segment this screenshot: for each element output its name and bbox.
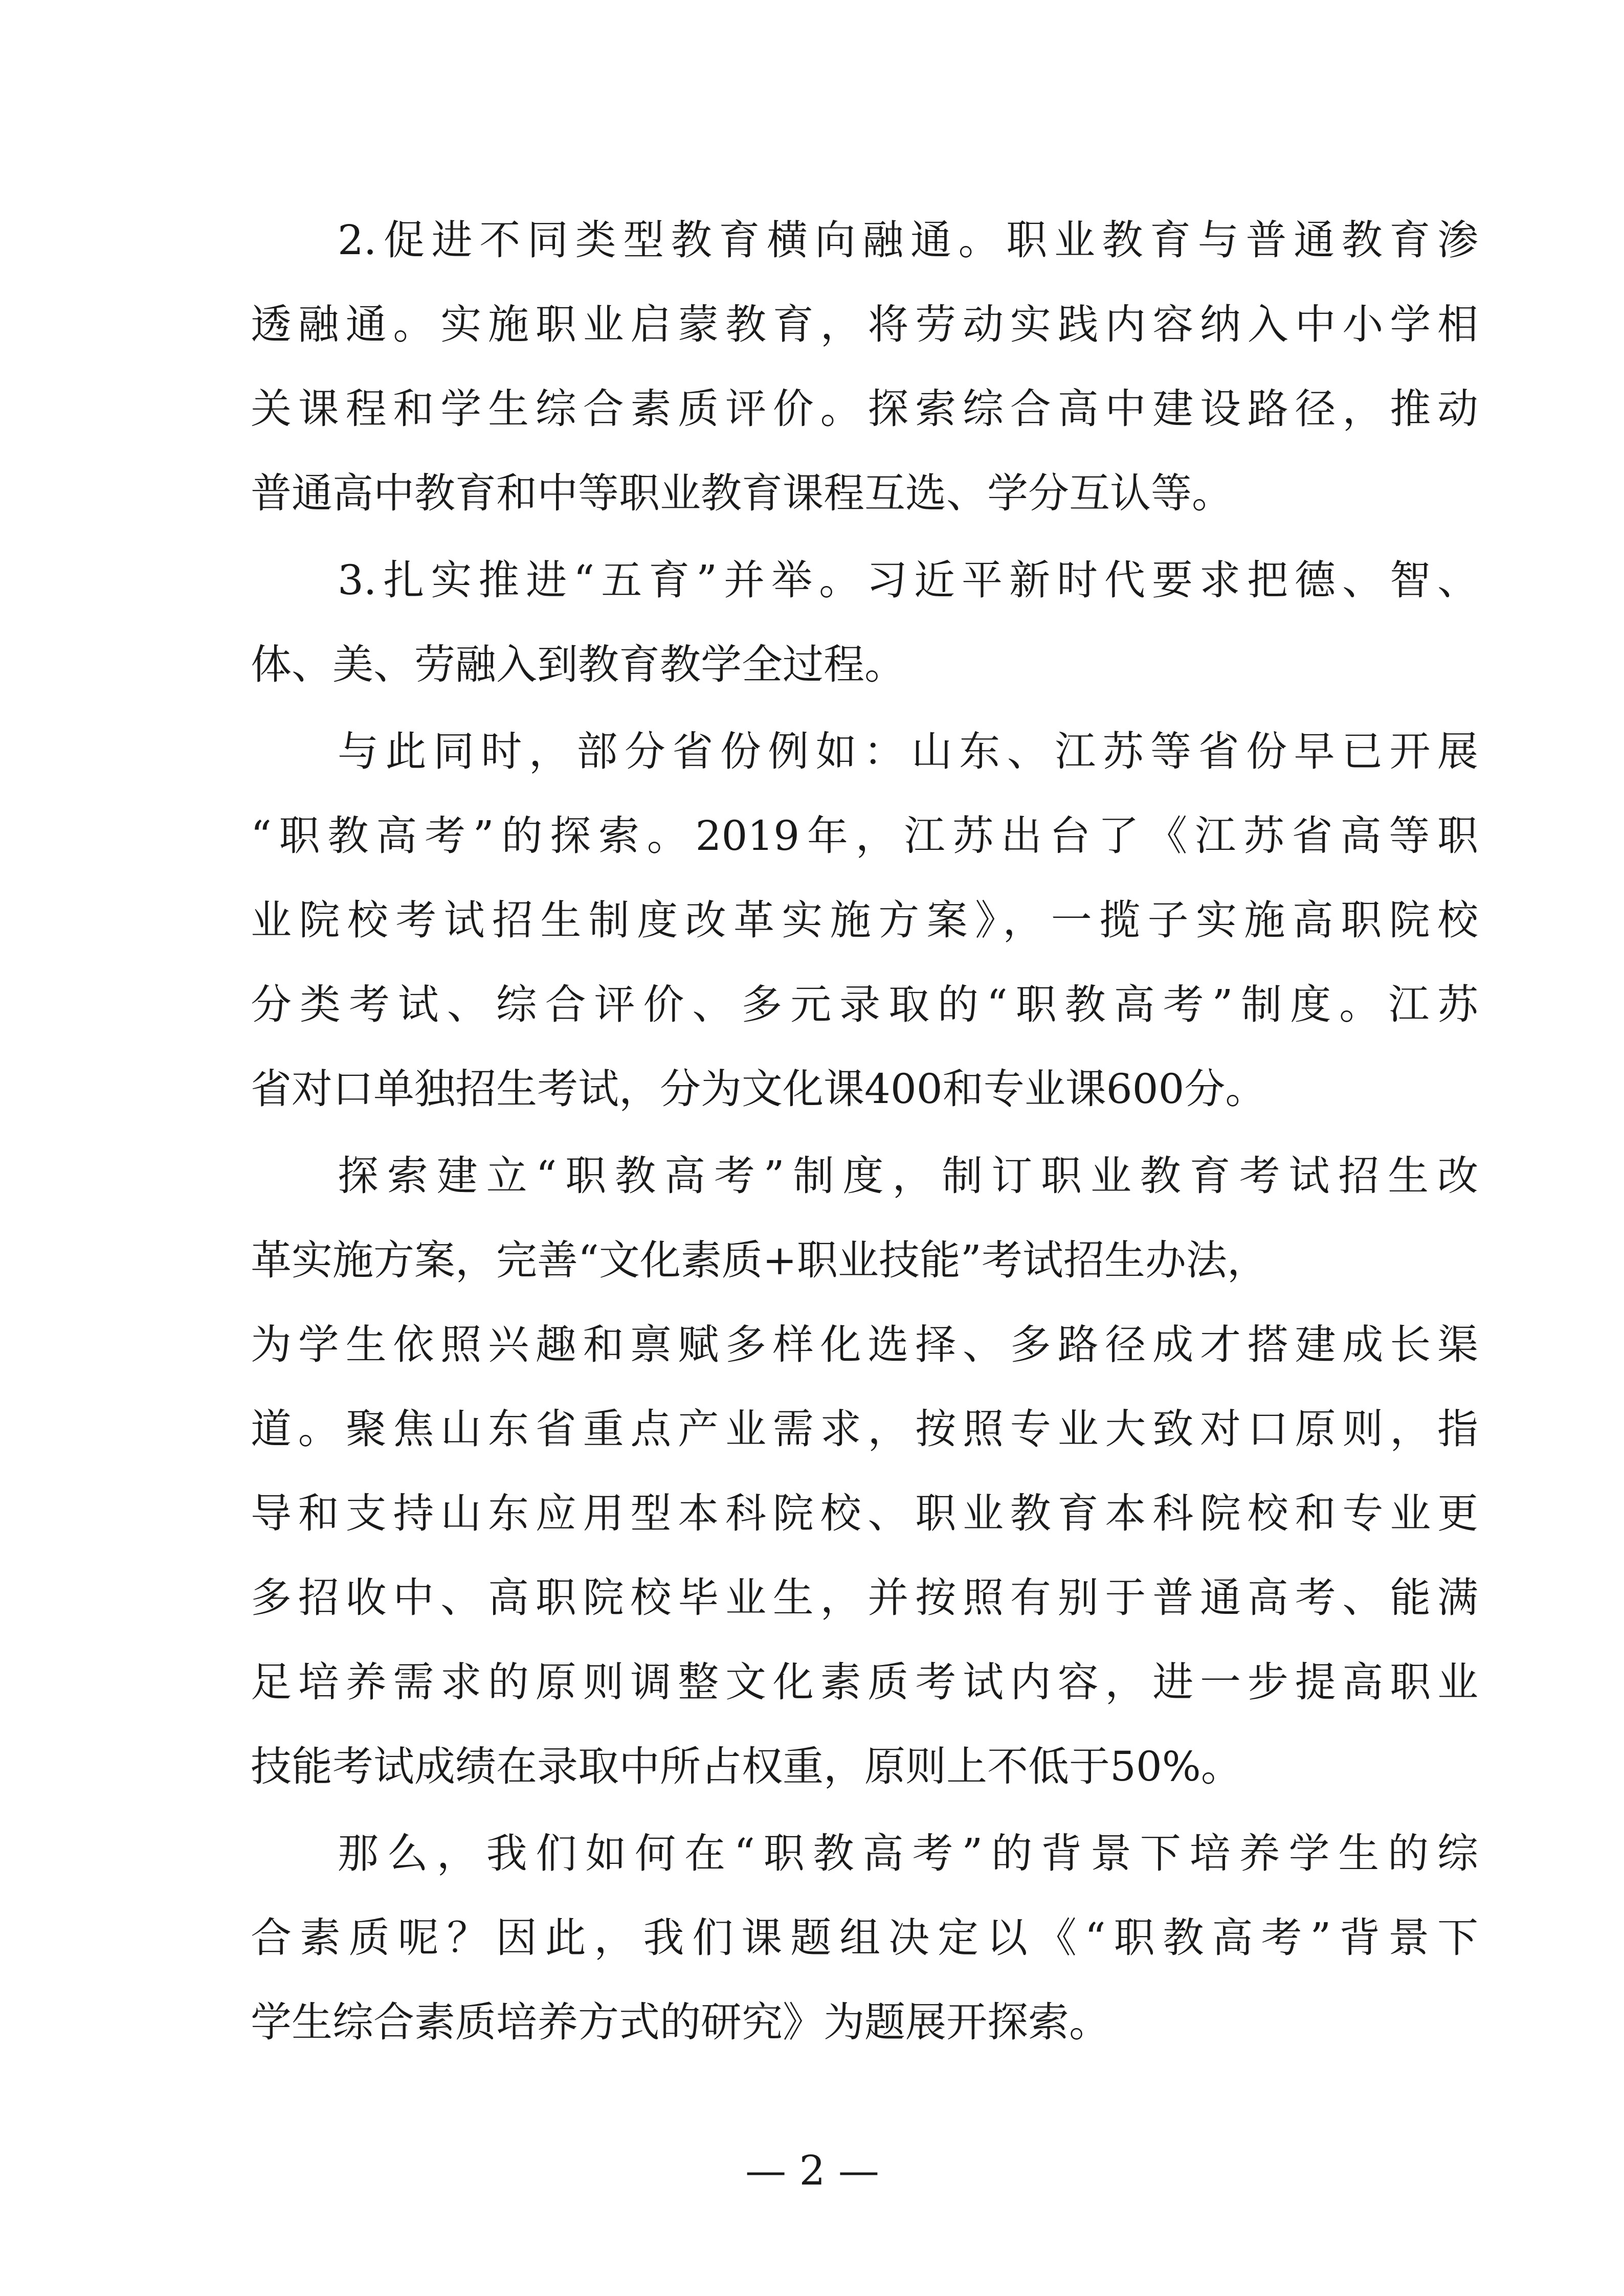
paragraph-5-line-2: 合素质呢？因此，我们课题组决定以《“职教高考”背景下 bbox=[251, 1914, 1478, 1962]
paragraph-4-line-8: 技能考试成绩在录取中所占权重，原则上不低于50%。 bbox=[251, 1743, 1242, 1790]
paragraph-4-line-1: 探索建立“职教高考”制度，制订职业教育考试招生改 bbox=[338, 1152, 1478, 1200]
paragraph-4-line-3: 为学生依照兴趣和禀赋多样化选择、多路径成才搭建成长渠 bbox=[251, 1321, 1478, 1368]
paragraph-4-line-2: 革实施方案，完善“文化素质+职业技能”考试招生办法， bbox=[251, 1236, 1268, 1284]
paragraph-2-line-1: 3.扎实推进“五育”并举。习近平新时代要求把德、智、 bbox=[338, 556, 1478, 604]
paragraph-1-line-1: 2.促进不同类型教育横向融通。职业教育与普通教育渗 bbox=[338, 216, 1478, 264]
paragraph-5-line-3: 学生综合素质培养方式的研究》为题展开探索。 bbox=[251, 1998, 1110, 2046]
paragraph-1-line-2: 透融通。实施职业启蒙教育，将劳动实践内容纳入中小学相 bbox=[251, 301, 1478, 348]
paragraph-1-line-4: 普通高中教育和中等职业教育课程互选、学分互认等。 bbox=[251, 469, 1233, 517]
paragraph-2-line-2: 体、美、劳融入到教育教学全过程。 bbox=[251, 641, 905, 688]
paragraph-5-line-1: 那么，我们如何在“职教高考”的背景下培养学生的综 bbox=[338, 1830, 1478, 1877]
paragraph-3-line-5: 省对口单独招生考试，分为文化课400和专业课600分。 bbox=[251, 1065, 1266, 1113]
page-number: — 2 — bbox=[745, 2147, 879, 2194]
paragraph-4-line-5: 导和支持山东应用型本科院校、职业教育本科院校和专业更 bbox=[251, 1490, 1478, 1537]
paragraph-1-line-3: 关课程和学生综合素质评价。探索综合高中建设路径，推动 bbox=[251, 385, 1478, 433]
paragraph-3-line-3: 业院校考试招生制度改革实施方案》，一揽子实施高职院校 bbox=[251, 896, 1478, 944]
paragraph-4-line-7: 足培养需求的原则调整文化素质考试内容，进一步提高职业 bbox=[251, 1658, 1478, 1706]
paragraph-3-line-4: 分类考试、综合评价、多元录取的“职教高考”制度。江苏 bbox=[251, 981, 1478, 1028]
paragraph-4-line-6: 多招收中、高职院校毕业生，并按照有别于普通高考、能满 bbox=[251, 1574, 1478, 1622]
paragraph-4-line-4: 道。聚焦山东省重点产业需求，按照专业大致对口原则，指 bbox=[251, 1405, 1478, 1453]
paragraph-3-line-2: “职教高考”的探索。2019年，江苏出台了《江苏省高等职 bbox=[251, 812, 1478, 860]
paragraph-3-line-1: 与此同时，部分省份例如：山东、江苏等省份早已开展 bbox=[338, 728, 1478, 775]
